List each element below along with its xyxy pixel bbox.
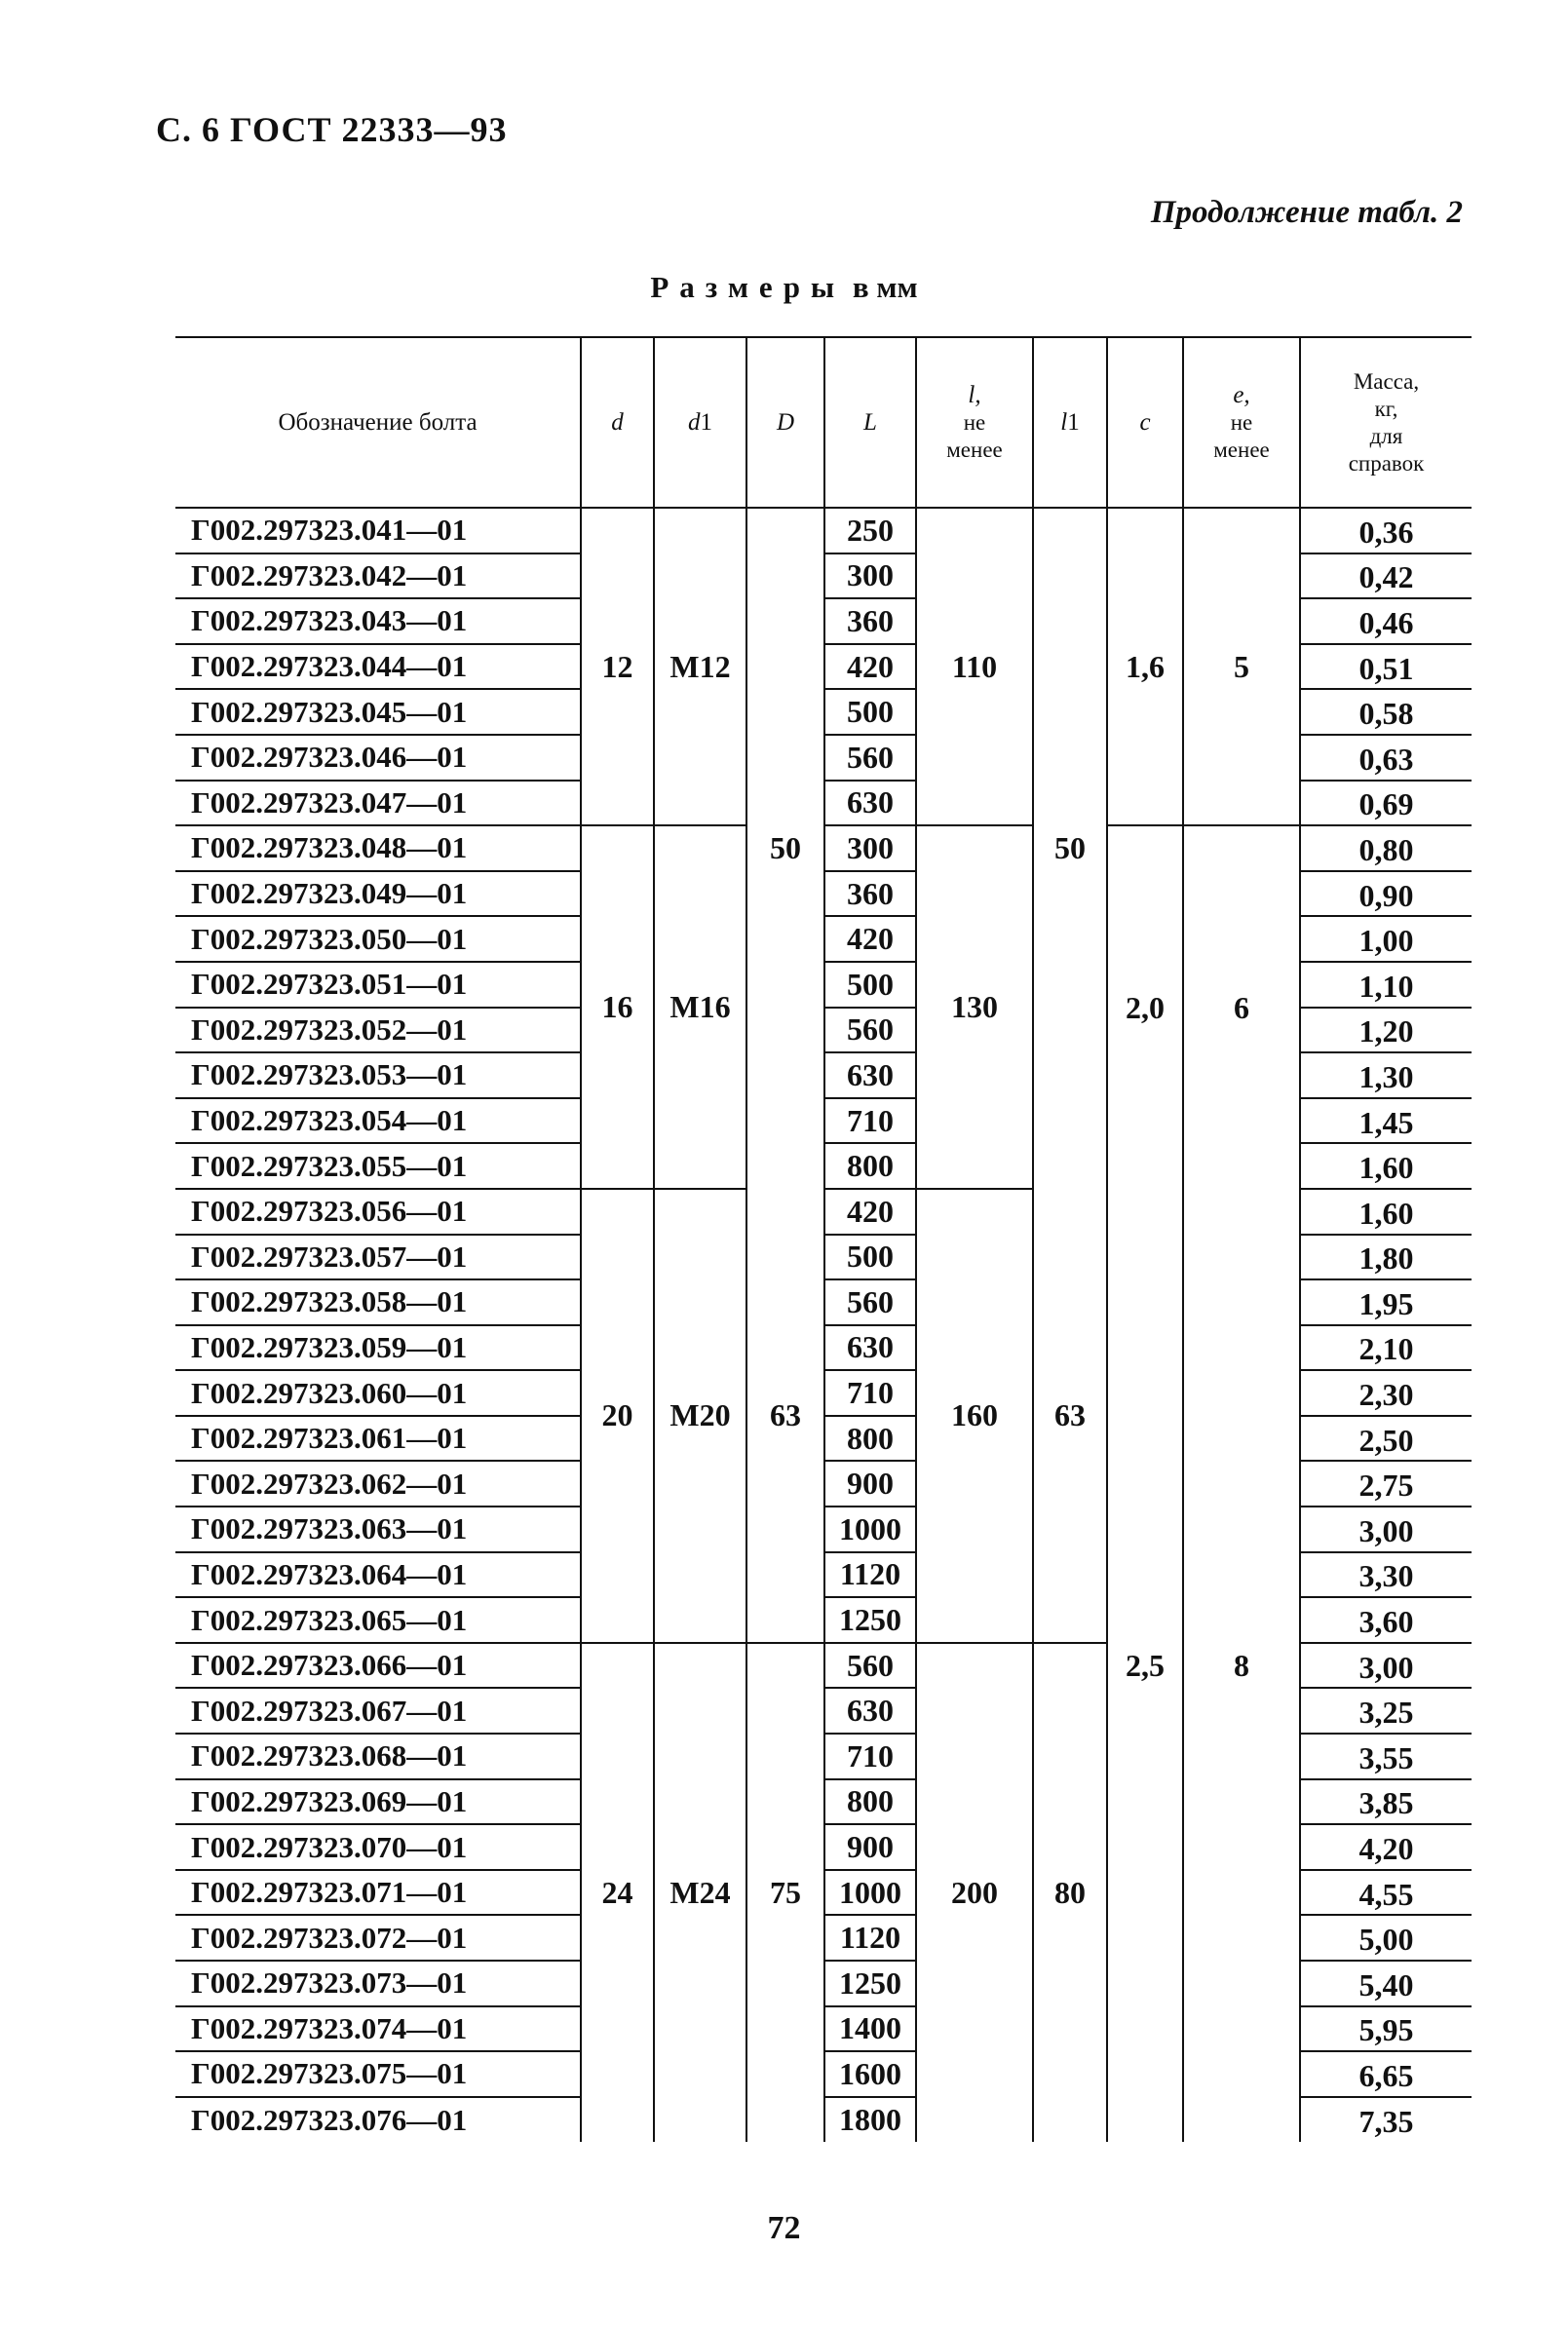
length-L: 420 <box>824 644 916 690</box>
mass-value: 0,90 <box>1300 871 1472 917</box>
mass-value: 1,95 <box>1300 1279 1472 1325</box>
group-d-20: 20 <box>581 1189 654 1643</box>
bolt-code: Г002.297323.072—01 <box>175 1915 581 1961</box>
mass-value: 0,46 <box>1300 598 1472 644</box>
mass-value: 3,30 <box>1300 1552 1472 1598</box>
table-row <box>175 1189 1472 1235</box>
bolt-code: Г002.297323.044—01 <box>175 644 581 690</box>
col-header-D: D <box>746 337 824 508</box>
mass-value: 0,51 <box>1300 644 1472 690</box>
bolt-code: Г002.297323.071—01 <box>175 1870 581 1916</box>
table-row <box>175 508 1472 553</box>
length-L: 560 <box>824 1279 916 1325</box>
col-header-e: e, не менее <box>1183 337 1300 508</box>
bolt-code: Г002.297323.068—01 <box>175 1734 581 1779</box>
group-e-6: 6 <box>1183 825 1300 1189</box>
bolt-dimensions-table <box>175 336 1472 2142</box>
group-l-130: 130 <box>916 825 1033 1189</box>
group-D-50: 50 <box>746 508 824 1189</box>
bolt-code: Г002.297323.067—01 <box>175 1688 581 1734</box>
group-c-1-6: 1,6 <box>1107 508 1183 825</box>
length-L: 560 <box>824 1643 916 1689</box>
mass-value: 1,00 <box>1300 916 1472 962</box>
mass-value: 0,63 <box>1300 735 1472 781</box>
table-continuation-note: Продолжение табл. 2 <box>1150 195 1463 230</box>
bolt-code: Г002.297323.043—01 <box>175 598 581 644</box>
bolt-code: Г002.297323.065—01 <box>175 1597 581 1643</box>
bolt-code: Г002.297323.074—01 <box>175 2006 581 2052</box>
group-d-24: 24 <box>581 1643 654 2143</box>
group-d1-m24: M24 <box>654 1643 746 2143</box>
length-L: 800 <box>824 1143 916 1189</box>
length-L: 1600 <box>824 2051 916 2097</box>
bolt-code: Г002.297323.060—01 <box>175 1370 581 1416</box>
col-header-d: d <box>581 337 654 508</box>
length-L: 500 <box>824 689 916 735</box>
bolt-code: Г002.297323.073—01 <box>175 1961 581 2006</box>
length-L: 420 <box>824 916 916 962</box>
col-header-c: c <box>1107 337 1183 508</box>
length-L: 630 <box>824 1052 916 1098</box>
mass-value: 1,60 <box>1300 1189 1472 1235</box>
group-e-5: 5 <box>1183 508 1300 825</box>
col-header-mass: Масса, кг, для справок <box>1300 337 1472 508</box>
mass-value: 0,58 <box>1300 689 1472 735</box>
length-L: 420 <box>824 1189 916 1235</box>
bolt-code: Г002.297323.046—01 <box>175 735 581 781</box>
mass-value: 0,36 <box>1300 508 1472 553</box>
mass-value: 3,60 <box>1300 1597 1472 1643</box>
length-L: 360 <box>824 871 916 917</box>
mass-value: 2,50 <box>1300 1416 1472 1462</box>
length-L: 900 <box>824 1824 916 1870</box>
mass-value: 7,35 <box>1300 2097 1472 2143</box>
bolt-code: Г002.297323.054—01 <box>175 1098 581 1144</box>
col-header-l: l, не менее <box>916 337 1033 508</box>
col-header-l1: l1 <box>1033 337 1107 508</box>
mass-value: 1,60 <box>1300 1143 1472 1189</box>
length-L: 800 <box>824 1416 916 1462</box>
bolt-code: Г002.297323.057—01 <box>175 1235 581 1280</box>
length-L: 1250 <box>824 1597 916 1643</box>
length-L: 630 <box>824 1688 916 1734</box>
length-L: 300 <box>824 825 916 871</box>
page-number: 72 <box>767 2210 801 2246</box>
length-L: 500 <box>824 1235 916 1280</box>
mass-value: 3,00 <box>1300 1507 1472 1552</box>
bolt-code: Г002.297323.053—01 <box>175 1052 581 1098</box>
mass-value: 4,55 <box>1300 1870 1472 1916</box>
length-L: 500 <box>824 962 916 1008</box>
table-header-row <box>175 337 1472 508</box>
mass-value: 4,20 <box>1300 1824 1472 1870</box>
mass-value: 1,20 <box>1300 1008 1472 1053</box>
group-c-2-0: 2,0 <box>1107 825 1183 1189</box>
bolt-code: Г002.297323.049—01 <box>175 871 581 917</box>
mass-value: 1,30 <box>1300 1052 1472 1098</box>
length-L: 630 <box>824 781 916 826</box>
group-d-16: 16 <box>581 825 654 1189</box>
units-word: Размеры <box>650 270 846 304</box>
bolt-code: Г002.297323.063—01 <box>175 1507 581 1552</box>
bolt-code: Г002.297323.052—01 <box>175 1008 581 1053</box>
group-d-12: 12 <box>581 508 654 825</box>
col-header-code: Обозначение болта <box>175 337 581 508</box>
group-d1-m12: M12 <box>654 508 746 825</box>
col-header-d1: d1 <box>654 337 746 508</box>
mass-value: 5,95 <box>1300 2006 1472 2052</box>
page-header: С. 6 ГОСТ 22333—93 <box>156 110 508 149</box>
length-L: 1250 <box>824 1961 916 2006</box>
bolt-code: Г002.297323.058—01 <box>175 1279 581 1325</box>
mass-value: 0,69 <box>1300 781 1472 826</box>
group-l-110: 110 <box>916 508 1033 825</box>
group-l1-80: 80 <box>1033 1643 1107 2143</box>
mass-value: 5,40 <box>1300 1961 1472 2006</box>
mass-value: 1,80 <box>1300 1235 1472 1280</box>
bolt-code: Г002.297323.055—01 <box>175 1143 581 1189</box>
length-L: 710 <box>824 1734 916 1779</box>
length-L: 710 <box>824 1370 916 1416</box>
mass-value: 2,10 <box>1300 1325 1472 1371</box>
mass-value: 1,10 <box>1300 962 1472 1008</box>
mass-value: 3,85 <box>1300 1779 1472 1825</box>
mass-value: 2,75 <box>1300 1461 1472 1507</box>
group-l1-50: 50 <box>1033 508 1107 1189</box>
bolt-code: Г002.297323.048—01 <box>175 825 581 871</box>
length-L: 1120 <box>824 1552 916 1598</box>
length-L: 560 <box>824 735 916 781</box>
bolt-code: Г002.297323.061—01 <box>175 1416 581 1462</box>
group-e-8: 8 <box>1183 1189 1300 2142</box>
length-L: 300 <box>824 553 916 599</box>
group-l-160: 160 <box>916 1189 1033 1643</box>
bolt-code: Г002.297323.042—01 <box>175 553 581 599</box>
length-L: 360 <box>824 598 916 644</box>
length-L: 560 <box>824 1008 916 1053</box>
mass-value: 3,25 <box>1300 1688 1472 1734</box>
units-unit: в мм <box>852 270 918 304</box>
bolt-code: Г002.297323.062—01 <box>175 1461 581 1507</box>
length-L: 1120 <box>824 1915 916 1961</box>
mass-value: 0,80 <box>1300 825 1472 871</box>
bolt-code: Г002.297323.056—01 <box>175 1189 581 1235</box>
mass-value: 3,55 <box>1300 1734 1472 1779</box>
length-L: 1000 <box>824 1870 916 1916</box>
group-c-2-5: 2,5 <box>1107 1189 1183 2142</box>
bolt-code: Г002.297323.045—01 <box>175 689 581 735</box>
mass-value: 3,00 <box>1300 1643 1472 1689</box>
mass-value: 2,30 <box>1300 1370 1472 1416</box>
length-L: 900 <box>824 1461 916 1507</box>
bolt-code: Г002.297323.041—01 <box>175 508 581 553</box>
bolt-code: Г002.297323.059—01 <box>175 1325 581 1371</box>
group-d1-m20: M20 <box>654 1189 746 1643</box>
group-l1-63: 63 <box>1033 1189 1107 1643</box>
bolt-code: Г002.297323.047—01 <box>175 781 581 826</box>
length-L: 630 <box>824 1325 916 1371</box>
bolt-code: Г002.297323.051—01 <box>175 962 581 1008</box>
group-D-63: 63 <box>746 1189 824 1643</box>
mass-value: 0,42 <box>1300 553 1472 599</box>
group-l-200: 200 <box>916 1643 1033 2143</box>
length-L: 1400 <box>824 2006 916 2052</box>
col-header-L: L <box>824 337 916 508</box>
group-d1-m16: M16 <box>654 825 746 1189</box>
units-caption <box>0 270 1568 305</box>
bolt-code: Г002.297323.069—01 <box>175 1779 581 1825</box>
bolt-code: Г002.297323.075—01 <box>175 2051 581 2097</box>
length-L: 1800 <box>824 2097 916 2143</box>
length-L: 1000 <box>824 1507 916 1552</box>
mass-value: 5,00 <box>1300 1915 1472 1961</box>
length-L: 800 <box>824 1779 916 1825</box>
length-L: 250 <box>824 508 916 553</box>
mass-value: 1,45 <box>1300 1098 1472 1144</box>
bolt-code: Г002.297323.070—01 <box>175 1824 581 1870</box>
group-D-75: 75 <box>746 1643 824 2143</box>
bolt-code: Г002.297323.076—01 <box>191 2102 468 2137</box>
bolt-code: Г002.297323.064—01 <box>175 1552 581 1598</box>
bolt-code: Г002.297323.050—01 <box>175 916 581 962</box>
mass-value: 6,65 <box>1300 2051 1472 2097</box>
bolt-code: Г002.297323.066—01 <box>175 1643 581 1689</box>
length-L: 710 <box>824 1098 916 1144</box>
